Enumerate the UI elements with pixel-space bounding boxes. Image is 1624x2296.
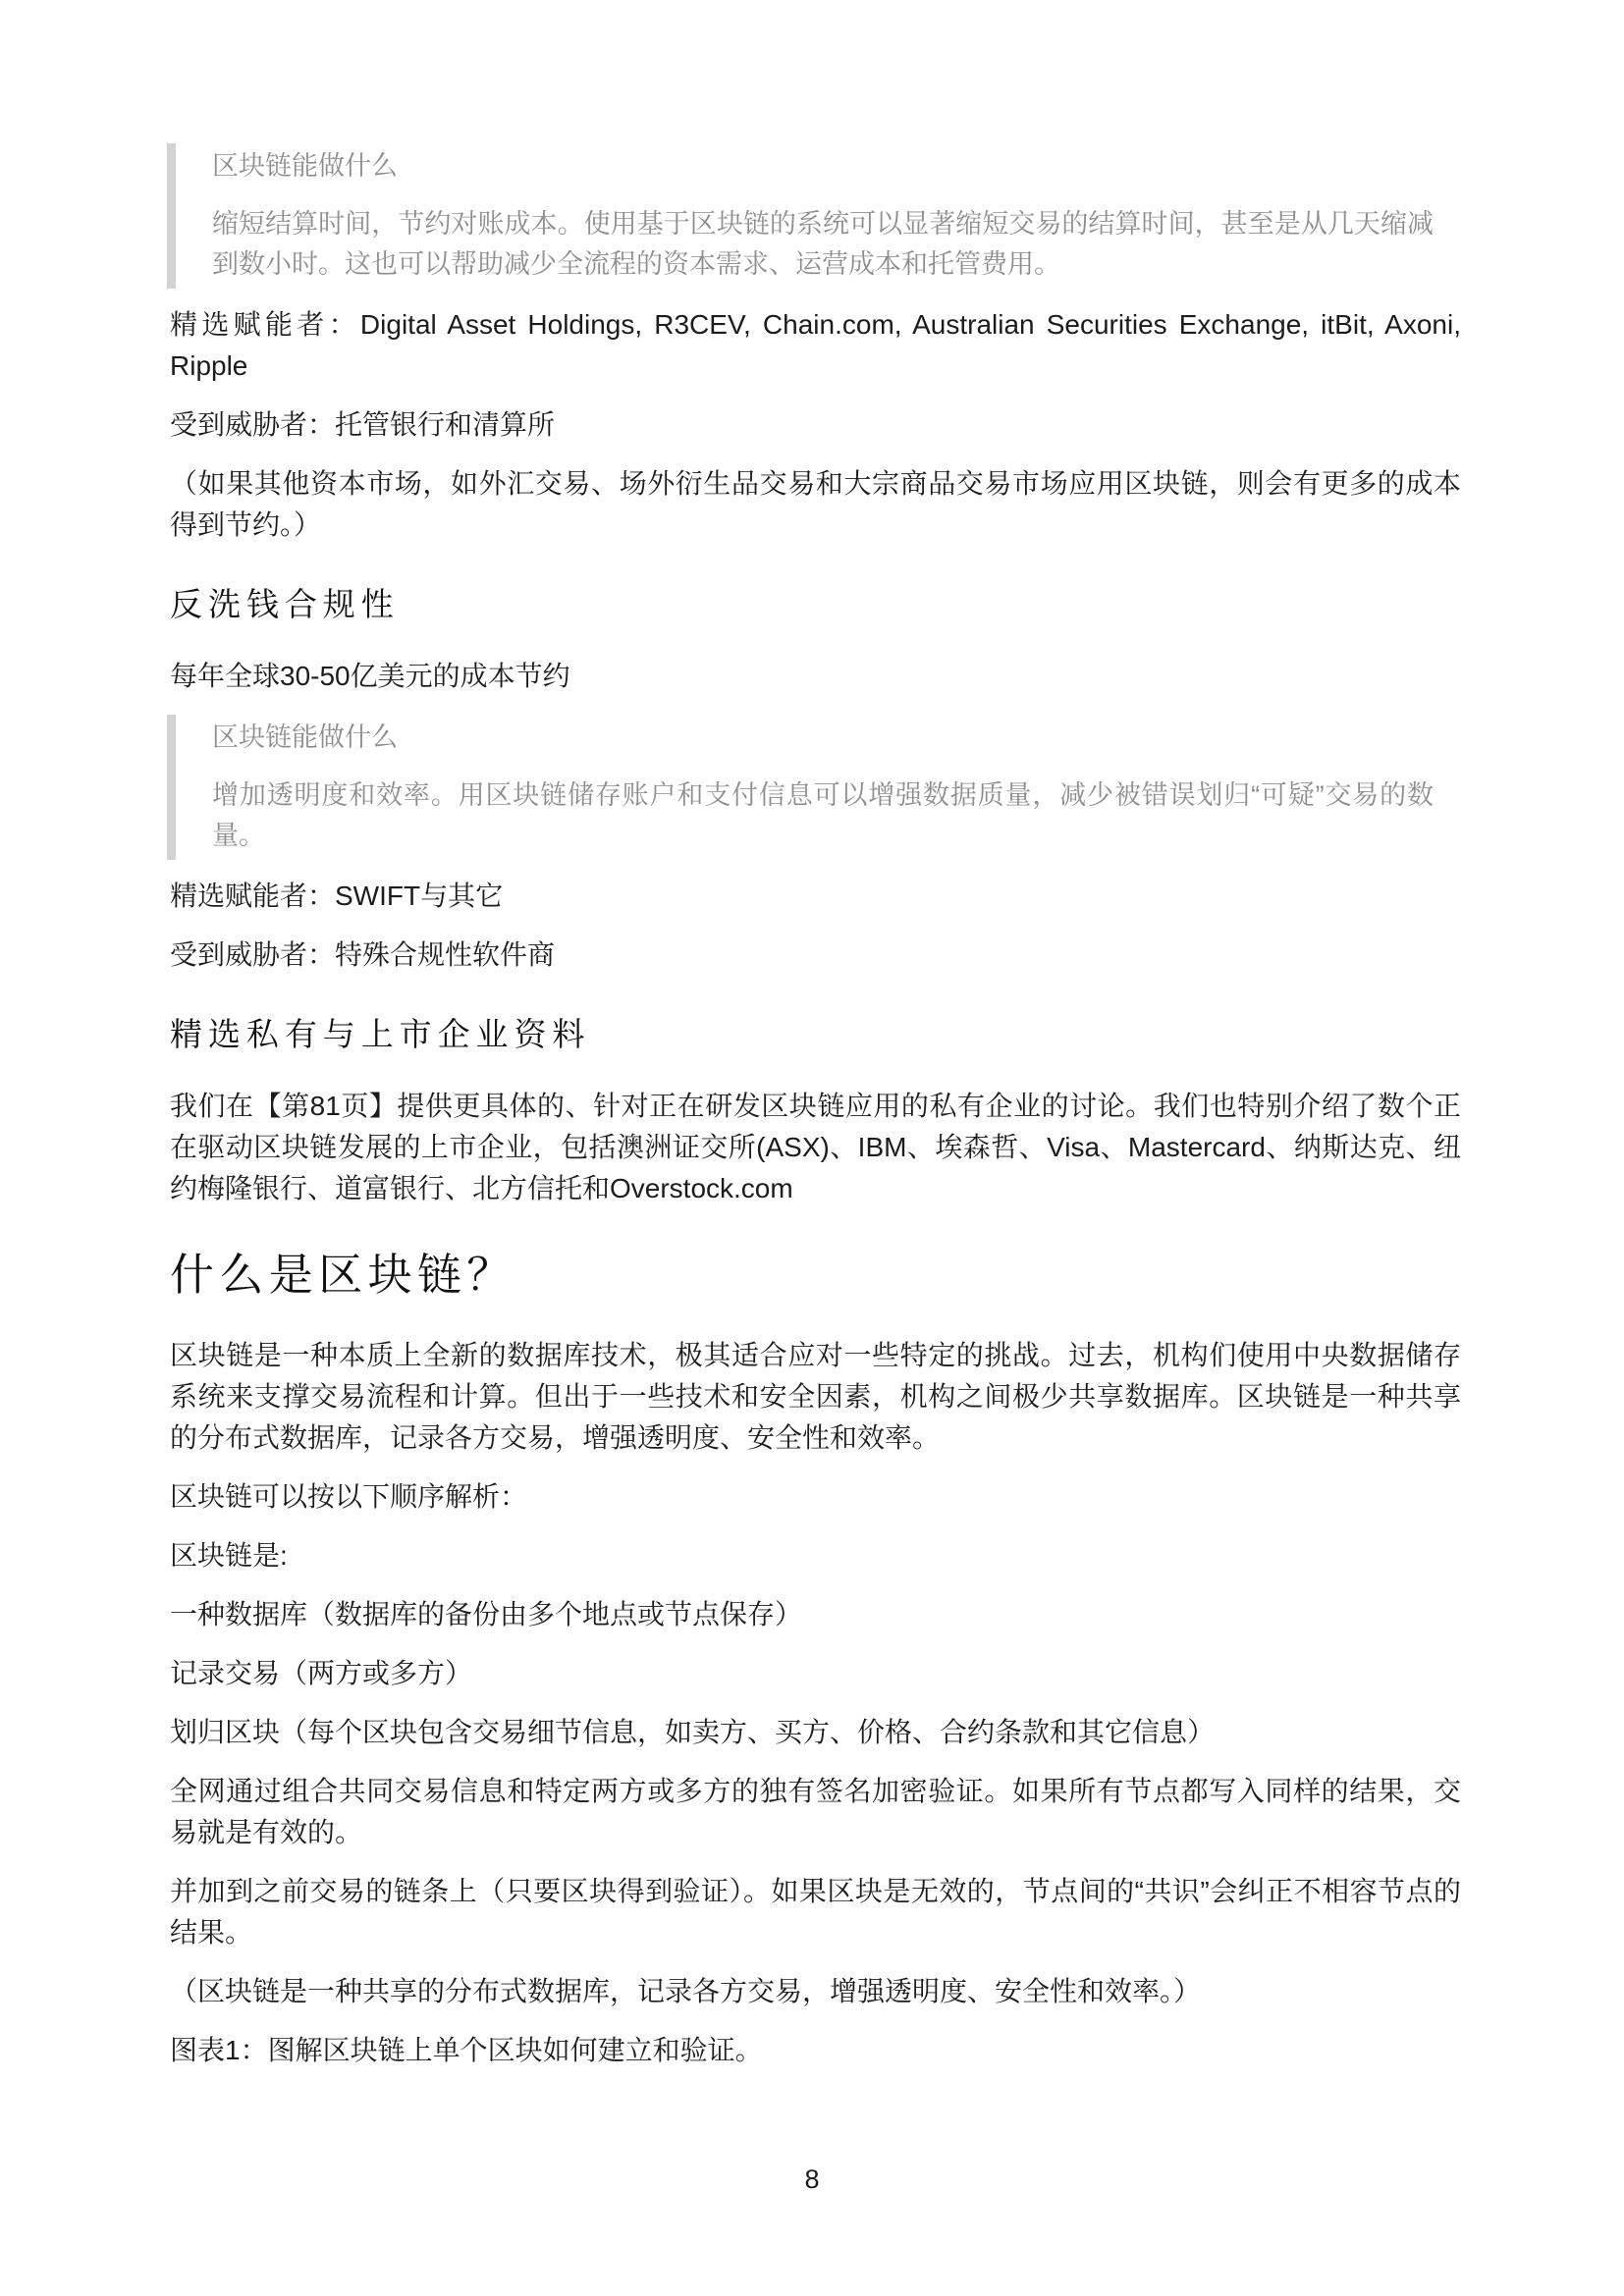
chain-append-paragraph: 并加到之前交易的链条上（只要区块得到验证）。如果区块是无效的，节点间的“共识”会纠正不相容节点的结果。 bbox=[170, 1876, 1461, 1948]
parse-intro-line: 区块链可以按以下顺序解析： bbox=[170, 1481, 528, 1512]
summary-note-paragraph: （区块链是一种共享的分布式数据库，记录各方交易，增强透明度、安全性和效率。） bbox=[170, 1976, 1202, 2006]
threatened-line-aml: 受到威胁者：特殊合规性软件商 bbox=[170, 939, 556, 970]
definition-record-line: 记录交易（两方或多方） bbox=[170, 1658, 473, 1688]
pull-quote-title: 区块链能做什么 bbox=[212, 722, 398, 752]
companies-paragraph: 我们在【第81页】提供更具体的、针对正在研发区块链应用的私有企业的讨论。我们也特别介绍了数个正在驱动区块链发展的上市企业，包括澳洲证交所(ASX)、IBM、埃森哲、Visa、Mastercard、纳斯达克、纽约梅隆银行、道富银行、北方信托和Overstock.com bbox=[170, 1091, 1461, 1203]
threatened-line-settlement: 受到威胁者：托管银行和清算所 bbox=[170, 409, 556, 440]
pull-quote-body: 增加透明度和效率。用区块链储存账户和支付信息可以增强数据质量，减少被错误划归“可疑”交易的数量。 bbox=[212, 780, 1434, 850]
definition-database-line: 一种数据库（数据库的备份由多个地点或节点保存） bbox=[170, 1599, 803, 1629]
enablers-line-settlement: 精选赋能者：Digital Asset Holdings, R3CEV, Chain.com, Australian Securities Exchange, itBit, Axoni, Ripple bbox=[170, 309, 1461, 381]
chapter-heading-what-is-blockchain: 什么是区块链？ bbox=[170, 1249, 516, 1301]
capital-markets-note: （如果其他资本市场，如外汇交易、场外衍生品交易和大宗商品交易市场应用区块链，则会有更多的成本得到节约。） bbox=[170, 468, 1461, 540]
pull-quote-aml bbox=[167, 715, 1461, 860]
section-heading-aml: 反洗钱合规性 bbox=[170, 585, 400, 623]
what-is-blockchain-paragraph: 区块链是一种本质上全新的数据库技术，极其适合应对一些特定的挑战。过去，机构们使用中央数据储存系统来支撑交易流程和计算。但出于一些技术和安全因素，机构之间极少共享数据库。区块链是一种共享的分布式数据库，记录各方交易，增强透明度、安全性和效率。 bbox=[170, 1340, 1461, 1453]
pull-quote-title: 区块链能做什么 bbox=[212, 151, 398, 181]
blockchain-is-line: 区块链是: bbox=[170, 1540, 288, 1571]
section-heading-companies: 精选私有与上市企业资料 bbox=[170, 1015, 591, 1053]
definition-block-line: 划归区块（每个区块包含交易细节信息，如卖方、买方、价格、合约条款和其它信息） bbox=[170, 1717, 1216, 1747]
network-validation-paragraph: 全网通过组合共同交易信息和特定两方或多方的独有签名加密验证。如果所有节点都写入同样的结果，交易就是有效的。 bbox=[170, 1776, 1461, 1847]
pull-quote-settlement bbox=[167, 143, 1461, 289]
page-number: 8 bbox=[804, 2164, 820, 2194]
pull-quote-body: 缩短结算时间，节约对账成本。使用基于区块链的系统可以显著缩短交易的结算时间，甚至是从几天缩减到数小时。这也可以帮助减少全流程的资本需求、运营成本和托管费用。 bbox=[212, 209, 1434, 279]
aml-savings-line: 每年全球30-50亿美元的成本节约 bbox=[170, 661, 570, 691]
figure-1-caption: 图表1：图解区块链上单个区块如何建立和验证。 bbox=[170, 2035, 763, 2065]
enablers-line-aml: 精选赋能者：SWIFT与其它 bbox=[170, 881, 504, 911]
